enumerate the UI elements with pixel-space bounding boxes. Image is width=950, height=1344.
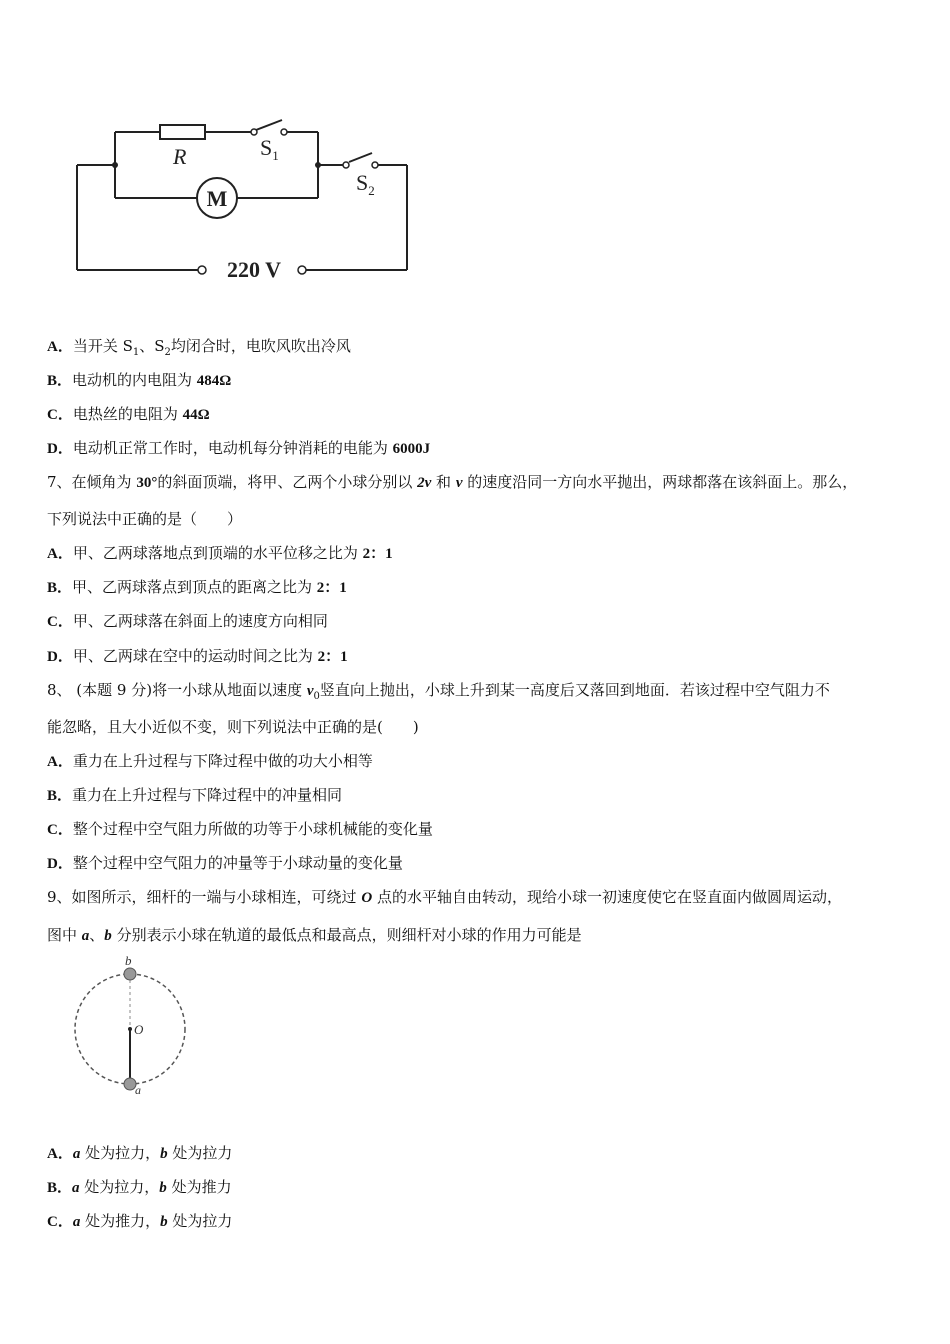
q6-option-a: A．当开关 $S_1$、$S_2$均闭合时，电吹风吹出冷风 xyxy=(47,337,351,358)
q9-stem-line2: 图中 a、b 分别表示小球在轨道的最低点和最高点，则细杆对小球的作用力可能是 xyxy=(47,926,582,944)
q7-option-b: B．甲、乙两球落点到顶点的距离之比为 2：1 xyxy=(47,578,347,596)
point-b-label: b xyxy=(125,955,132,968)
q8-option-d: D．整个过程中空气阻力的冲量等于小球动量的变化量 xyxy=(47,854,403,872)
circular-motion-figure xyxy=(70,955,200,1095)
q9-option-a: A．a 处为拉力，b 处为拉力 xyxy=(47,1144,233,1162)
q8-stem-line1: 8、 (本题 9 分)将一小球从地面以速度 $v_0$竖直向上抛出，小球上升到某一高度后又落回到地面．若该过程中空气阻力不 xyxy=(47,681,830,702)
q9-stem-line1: 9、如图所示，细杆的一端与小球相连，可绕过 O 点的水平轴自由转动，现给小球一初速度使它在竖直面内做圆周运动， xyxy=(47,888,842,906)
q7-stem-line1: 7、在倾角为 30°的斜面顶端，将甲、乙两个小球分别以 2v 和 v 的速度沿同一方向水平抛出，两球都落在该斜面上。那么， xyxy=(47,473,858,491)
q6-option-d: D．电动机正常工作时，电动机每分钟消耗的电能为 6000J xyxy=(47,439,431,457)
q8-option-c: C．整个过程中空气阻力所做的功等于小球机械能的变化量 xyxy=(47,820,433,838)
q7-stem-line2: 下列说法中正确的是（ ） xyxy=(47,510,243,528)
source-label: 220 V xyxy=(227,257,281,282)
motor-label: M xyxy=(206,186,228,211)
q9-option-b: B．a 处为拉力，b 处为推力 xyxy=(47,1178,232,1196)
resistor-label: R xyxy=(173,144,187,169)
point-a-label: a xyxy=(135,1083,141,1095)
q8-option-a: A．重力在上升过程与下降过程中做的功大小相等 xyxy=(47,752,373,770)
q6-option-b: B．电动机的内电阻为 484Ω xyxy=(47,371,232,389)
q8-stem-line2: 能忽略，且大小近似不变，则下列说法中正确的是( ) xyxy=(47,718,419,736)
q8-option-b: B．重力在上升过程与下降过程中的冲量相同 xyxy=(47,786,343,804)
q7-option-d: D．甲、乙两球在空中的运动时间之比为 2：1 xyxy=(47,647,348,665)
q7-option-c: C．甲、乙两球落在斜面上的速度方向相同 xyxy=(47,612,328,630)
switch2-label: $S_2$ xyxy=(356,170,375,198)
center-o-label: O xyxy=(134,1022,144,1037)
q7-option-a: A．甲、乙两球落地点到顶端的水平位移之比为 2：1 xyxy=(47,544,393,562)
q9-option-c: C．a 处为推力，b 处为拉力 xyxy=(47,1212,233,1230)
switch1-label: $S_1$ xyxy=(260,135,279,163)
circuit-diagram xyxy=(60,110,430,290)
q6-option-c: C．电热丝的电阻为 44Ω xyxy=(47,405,210,423)
